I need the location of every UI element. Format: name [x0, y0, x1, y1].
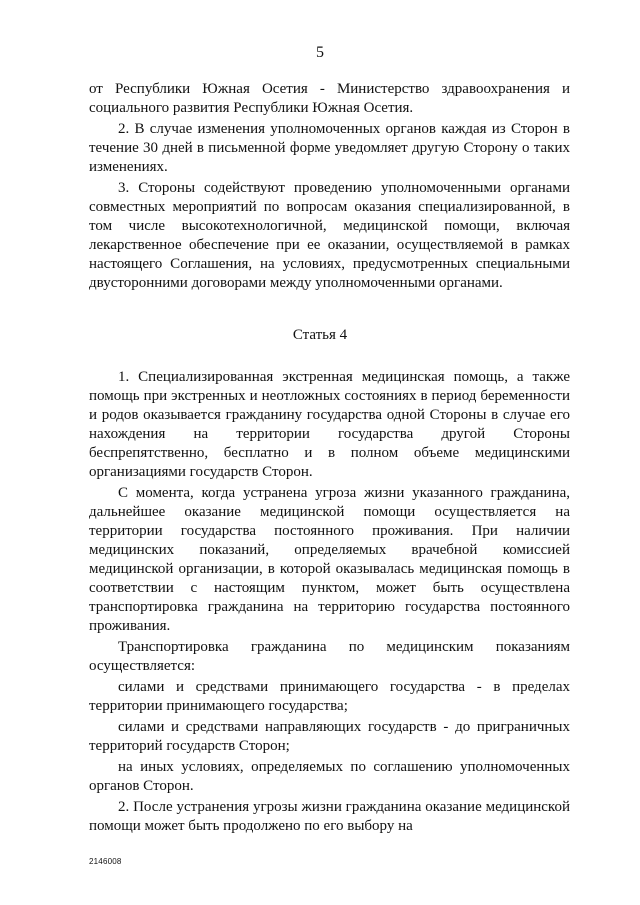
- top-text-block: [89, 80, 570, 293]
- paragraph-item-2: 2. В случае изменения уполномоченных органов каждая из Сторон в течение 30 дней в письменной форме уведомляет другую Сторону о таких изменениях.: [89, 121, 570, 175]
- document-code: 2146008: [89, 857, 122, 866]
- article-paragraph-1: 1. Специализированная экстренная медицинская помощь, а также помощь при экстренных и неотложных состояниях в период беременности и родов оказывается гражданину государства одной Стороны в случае его нахождения на территории государства другой Стороны беспрепятственно, бесплатно и в полном объеме медицинскими организациями государств Сторон.: [89, 369, 570, 480]
- paragraph-item-3: 3. Стороны содействуют проведению уполномоченными органами совместных мероприятий по вопросам оказания специализированной, в том числе высокотехнологичной, медицинской помощи, включая лекарственное обеспечение при ее оказании, осуществляемой в рамках настоящего Соглашения, на условиях, предусмотренных специальными двусторонними договорами между уполномоченными органами.: [89, 180, 570, 291]
- page-number: 5: [316, 44, 324, 61]
- article-paragraph-transport: Транспортировка гражданина по медицинским показаниям осуществляется:: [89, 639, 570, 674]
- paragraph-continuation: от Республики Южная Осетия - Министерство здравоохранения и социального развития Республики Южная Осетия.: [89, 81, 570, 116]
- article-list-item-3: на иных условиях, определяемых по соглашению уполномоченных органов Сторон.: [89, 759, 570, 794]
- article-paragraph-2: 2. После устранения угрозы жизни гражданина оказание медицинской помощи может быть продолжено по его выбору на: [89, 799, 570, 834]
- article-list-item-2: силами и средствами направляющих государств - до приграничных территорий государств Сторон;: [89, 719, 570, 754]
- article-heading: Статья 4: [292, 327, 348, 343]
- article-paragraph-transfer: С момента, когда устранена угроза жизни указанного гражданина, дальнейшее оказание медицинской помощи осуществляется на территории государства постоянного проживания. При наличии медицинских показаний, определяемых врачебной комиссией медицинской организации, в которой оказывалась медицинская помощь в соответствии с настоящим пунктом, может быть осуществлена транспортировка гражданина на территорию государства постоянного проживания.: [89, 485, 570, 634]
- article-text-block: [89, 368, 570, 836]
- article-list-item-1: силами и средствами принимающего государства - в пределах территории принимающего государства;: [89, 679, 570, 714]
